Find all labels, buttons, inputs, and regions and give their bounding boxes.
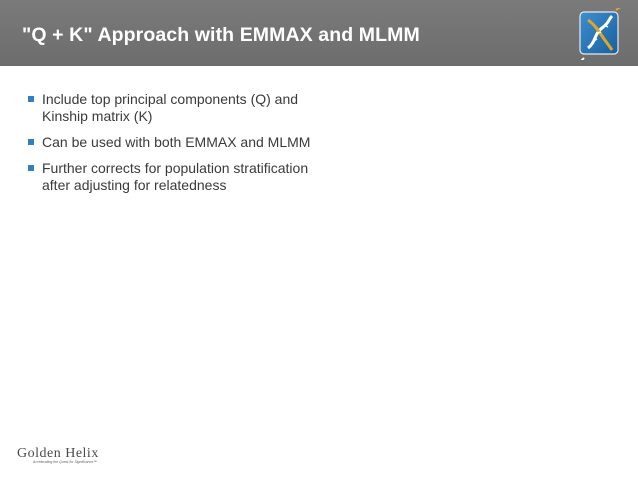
bullet-square-icon [28, 96, 34, 102]
bullet-text: Further corrects for population stratification after adjusting for relatedness [42, 160, 309, 193]
brand-name: Golden Helix [17, 446, 99, 461]
dna-helix-icon [578, 8, 622, 60]
bullet-list [28, 91, 328, 203]
list-item [28, 160, 328, 194]
title-bar [0, 0, 638, 66]
golden-helix-logo [17, 446, 137, 468]
brand-tagline: Accelerating the Quest for Significance™ [33, 460, 97, 464]
list-item [28, 91, 328, 125]
list-item [28, 134, 328, 151]
bullet-square-icon [28, 139, 34, 145]
slide-title: "Q + K" Approach with EMMAX and MLMM [22, 24, 420, 46]
bullet-text: Include top principal components (Q) and Kinship matrix (K) [42, 91, 299, 124]
bullet-text: Can be used with both EMMAX and MLMM [42, 134, 311, 150]
bullet-square-icon [28, 165, 34, 171]
